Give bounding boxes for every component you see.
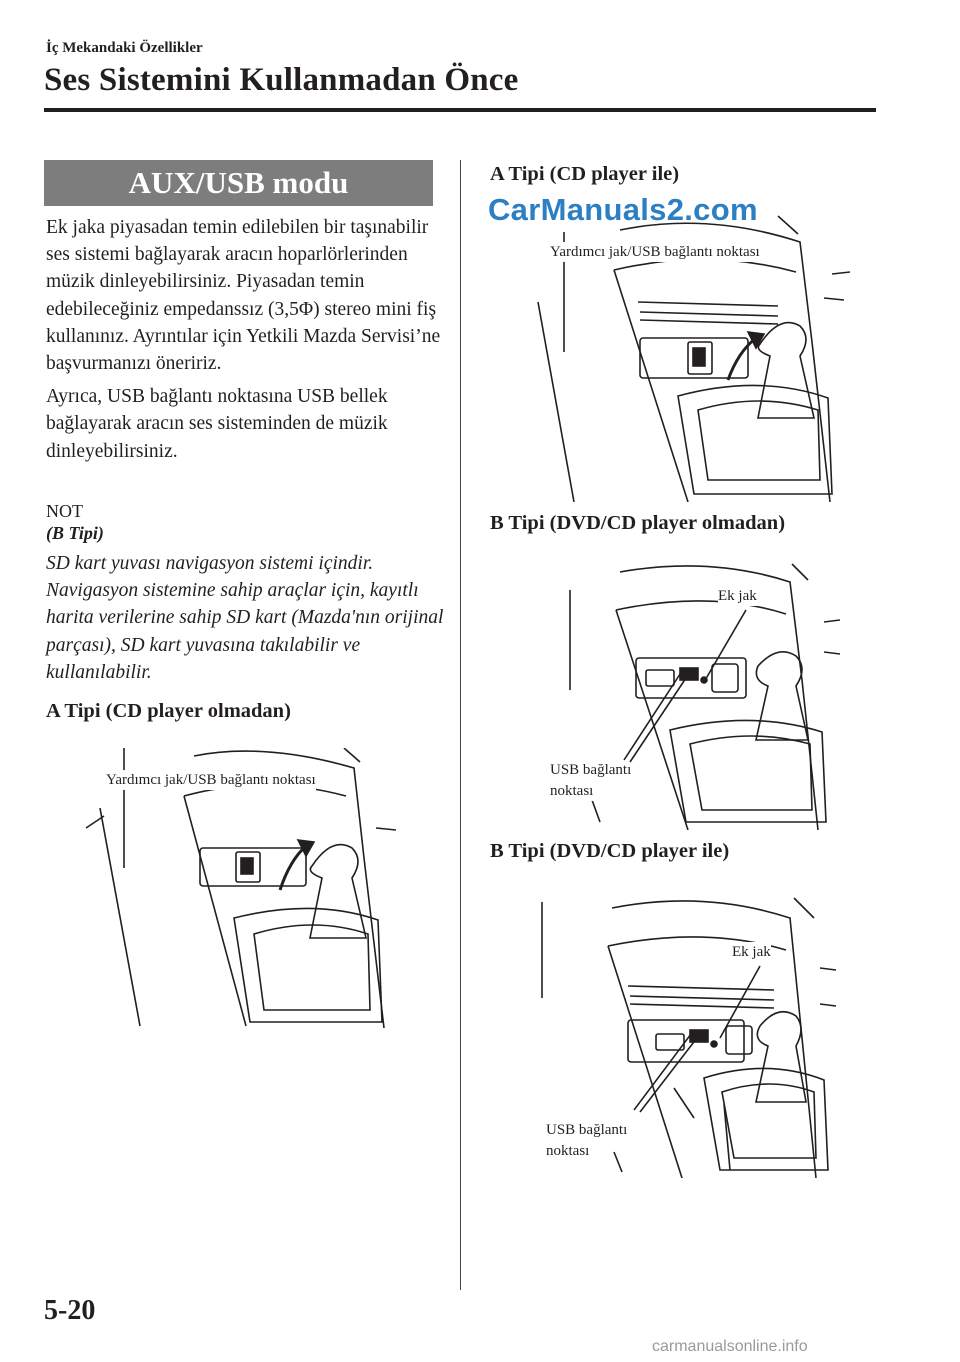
note-subheading: (B Tipi) xyxy=(46,523,104,543)
callout-leaders-b-with-dvd xyxy=(610,960,786,1176)
column-divider xyxy=(460,160,461,1290)
title-rule xyxy=(44,108,876,112)
callout-usb-b-without-dvd-line2: noktası xyxy=(550,783,594,799)
paragraph-aux: Ek jaka piyasadan temin edilebilen bir taşınabilir ses sistemi bağlayarak aracın hoparlörlerinden müzik dinleyebilirsiniz. Piyasadan temin edebileceğiniz empedanssız (3,5Φ) stereo mini fiş kullanınız. Ayrıntılar için Yetkili Mazda Servisi’ne başvurmanızı öneririz. xyxy=(46,217,441,375)
callout-leaders-b-without-dvd xyxy=(600,600,760,770)
watermark-carmanualsonline: carmanualsonline.info xyxy=(652,1338,808,1355)
callout-usb-b-without-dvd-line1: USB bağlantı xyxy=(550,762,632,778)
page-title: Ses Sistemini Kullanmadan Önce xyxy=(44,62,519,98)
callout-aux-usb-a-without-cd: Yardımcı jak/USB bağlantı noktası xyxy=(106,772,316,788)
paragraph-usb: Ayrıca, USB bağlantı noktasına USB bellek bağlayarak aracın ses sisteminden de müzik dinleyebilirsiniz. xyxy=(46,386,388,462)
callout-usb-b-with-dvd-line1: USB bağlantı xyxy=(546,1122,628,1138)
callout-aux-usb-a-with-cd: Yardımcı jak/USB bağlantı noktası xyxy=(550,244,760,260)
body-text xyxy=(46,214,456,471)
watermark-carmanuals2: CarManuals2.com xyxy=(488,192,758,227)
callout-aux-b-with-dvd: Ek jak xyxy=(732,944,771,960)
page-number: 5-20 xyxy=(44,1295,96,1326)
figure-heading-b-with-dvd: B Tipi (DVD/CD player ile) xyxy=(490,840,730,862)
console-illustration-a-without-cd xyxy=(84,748,396,1028)
figure-heading-b-without-dvd: B Tipi (DVD/CD player olmadan) xyxy=(490,512,786,534)
figure-heading-a-with-cd: A Tipi (CD player ile) xyxy=(490,163,680,185)
callout-aux-b-without-dvd: Ek jak xyxy=(718,588,757,604)
callout-usb-b-with-dvd-line2: noktası xyxy=(546,1143,590,1159)
breadcrumb: İç Mekandaki Özellikler xyxy=(46,40,203,56)
section-banner: AUX/USB modu xyxy=(44,160,433,206)
note-text: SD kart yuvası navigasyon sistemi içindir. Navigasyon sistemine sahip araçlar için, kayıtlı harita verilerine sahip SD kart (Mazda'nın orijinal parçası), SD kart yuvasına takılabilir ve kullanılabilir. xyxy=(46,553,444,683)
note-heading: NOT xyxy=(46,501,83,521)
figure-heading-a-without-cd: A Tipi (CD player olmadan) xyxy=(46,700,291,722)
